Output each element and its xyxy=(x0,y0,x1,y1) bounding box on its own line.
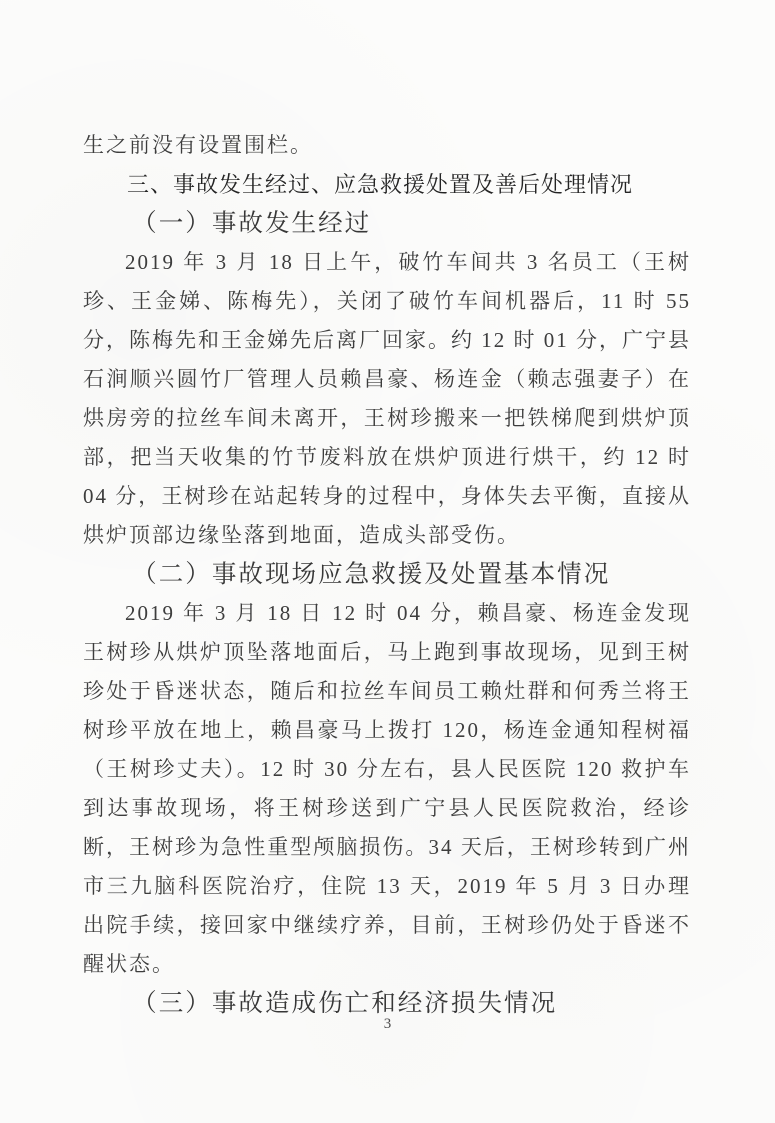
subsection-1-paragraph: 2019 年 3 月 18 日上午，破竹车间共 3 名员工（王树珍、王金娣、陈梅先），关闭了破竹车间机器后，11 时 55 分，陈梅先和王金娣先后离厂回家。约 12 时 01 分，广宁县石涧顺兴圆竹厂管理人员赖昌豪、杨连金（赖志强妻子）在烘房旁的拉丝车间未离开，王树珍搬来一把铁梯爬到烘炉顶部，把当天收集的竹节废料放在烘炉顶进行烘干，约 12 时 04 分，王树珍在站起转身的过程中，身体失去平衡，直接从烘炉顶部边缘坠落到地面，造成头部受伤。 xyxy=(83,250,691,547)
section-heading: 三、事故发生经过、应急救援处置及善后处理情况 xyxy=(127,172,634,197)
subsection-2-paragraph: 2019 年 3 月 18 日 12 时 04 分，赖昌豪、杨连金发现王树珍从烘炉顶坠落地面后，马上跑到事故现场，见到王树珍处于昏迷状态，随后和拉丝车间员工赖灶群和何秀兰将王树珍平放在地上，赖昌豪马上拨打 120，杨连金通知程树福（王树珍丈夫）。12 时 30 分左右，县人民医院 120 救护车到达事故现场，将王树珍送到广宁县人民医院救治，经诊断，王树珍为急性重型颅脑损伤。34 天后，王树珍转到广州市三九脑科医院治疗，住院 13 天，2019 年 5 月 3 日办理出院手续，接回家中继续疗养，目前，王树珍仍处于昏迷不醒状态。 xyxy=(83,601,691,976)
subsection-2-heading: （二）事故现场应急救援及处置基本情况 xyxy=(132,561,611,588)
subsection-3-heading: （三）事故造成伤亡和经济损失情况 xyxy=(132,990,558,1017)
subsection-1-heading: （一）事故发生经过 xyxy=(132,210,372,237)
page-number: 3 xyxy=(383,1016,392,1032)
document-body xyxy=(83,126,691,1023)
continuation-line: 生之前没有设置围栏。 xyxy=(83,133,313,157)
